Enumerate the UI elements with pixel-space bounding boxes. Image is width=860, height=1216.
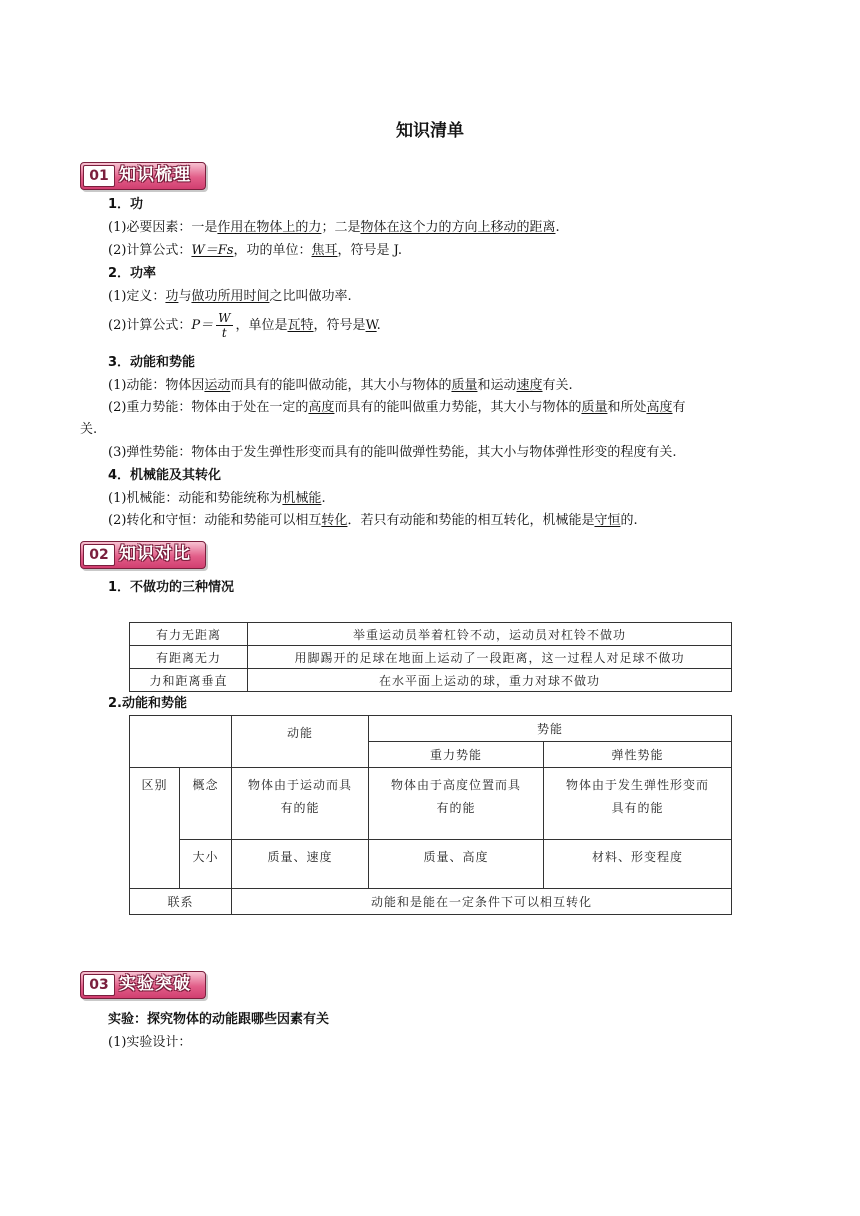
table-row [130,840,732,889]
concept-label: 概念 [180,768,232,840]
energy-line-3: (3)弹性势能：物体由于发生弹性形变而具有的能叫做弹性势能，其大小与物体弹性形变的程度有关. [108,445,677,460]
elastic-header: 弹性势能 [544,742,732,768]
table-row [130,669,732,692]
work-line-1: (1)必要因素：一是作用在物体上的力；二是物体在这个力的方向上移动的距离. [108,220,560,235]
power-line-2: (2)计算公式：P＝ $\frac{W}{t}$ ，单位是瓦特，符号是W. [108,311,381,340]
mech-heading: 4．机械能及其转化 [108,468,222,483]
power-heading: 2．功率 [108,266,157,281]
section-number: 02 [83,544,115,566]
page-title: 知识清单 [396,121,464,141]
section-label: 实验突破 [119,974,191,994]
kinetic-header: 动能 [232,716,369,768]
potential-header: 势能 [369,716,732,742]
energy-line-1: (1)动能：物体因运动而具有的能叫做动能，其大小与物体的质量和运动速度有关. [108,378,573,393]
concept-elastic: 物体由于发生弹性形变而 具有的能 [544,768,732,840]
section-label: 知识对比 [119,544,191,564]
mech-line-1: (1)机械能：动能和势能统称为机械能. [108,491,326,506]
power-line-1: (1)定义：功与做功所用时间之比叫做功率. [108,289,352,304]
size-label: 大小 [180,840,232,889]
section-label: 知识梳理 [119,165,191,185]
relation-text: 动能和是能在一定条件下可以相互转化 [232,889,732,915]
size-kinetic: 质量、速度 [232,840,369,889]
concept-kinetic: 物体由于运动而具 有的能 [232,768,369,840]
case-cell: 有距离无力 [130,646,248,669]
section-number: 01 [83,165,115,187]
empty-header-cell [130,716,232,768]
section-badge-02 [80,541,206,569]
diff-label: 区别 [130,768,180,889]
energy-line-2-wrap: 关. [80,422,98,437]
experiment-line-1: (1)实验设计： [108,1035,192,1050]
section-badge-03 [80,971,206,999]
energy-line-2: (2)重力势能：物体由于处在一定的高度而具有的能叫做重力势能，其大小与物体的质量和所处高度有 [108,400,686,415]
table-row [130,889,732,915]
example-cell: 举重运动员举着杠铃不动，运动员对杠铃不做功 [248,623,732,646]
table-row [130,716,732,742]
experiment-heading: 实验：探究物体的动能跟哪些因素有关 [108,1012,330,1027]
case-cell: 力和距离垂直 [130,669,248,692]
energy-heading: 3．动能和势能 [108,355,196,370]
example-cell: 用脚踢开的足球在地面上运动了一段距离，这一过程人对足球不做功 [248,646,732,669]
mech-line-2: (2)转化和守恒：动能和势能可以相互转化．若只有动能和势能的相互转化，机械能是守恒的. [108,513,638,528]
compare-heading-2: 2.动能和势能 [108,696,187,711]
work-heading: 1．功 [108,197,144,212]
table-row [130,646,732,669]
size-gravity: 质量、高度 [369,840,544,889]
size-elastic: 材料、形变程度 [544,840,732,889]
table-row [130,623,732,646]
power-formula-fraction: $\frac{W}{t}$ [218,311,231,340]
case-cell: 有力无距离 [130,623,248,646]
concept-gravity: 物体由于高度位置而具 有的能 [369,768,544,840]
section-number: 03 [83,974,115,996]
example-cell: 在水平面上运动的球，重力对球不做功 [248,669,732,692]
relation-label: 联系 [130,889,232,915]
energy-table [129,715,732,915]
work-line-2: (2)计算公式：W＝Fs，功的单位：焦耳，符号是 J. [108,243,402,258]
table-row [130,768,732,840]
section-badge-01 [80,162,206,190]
compare-heading-1: 1．不做功的三种情况 [108,580,235,595]
no-work-table [129,622,732,692]
gravity-header: 重力势能 [369,742,544,768]
